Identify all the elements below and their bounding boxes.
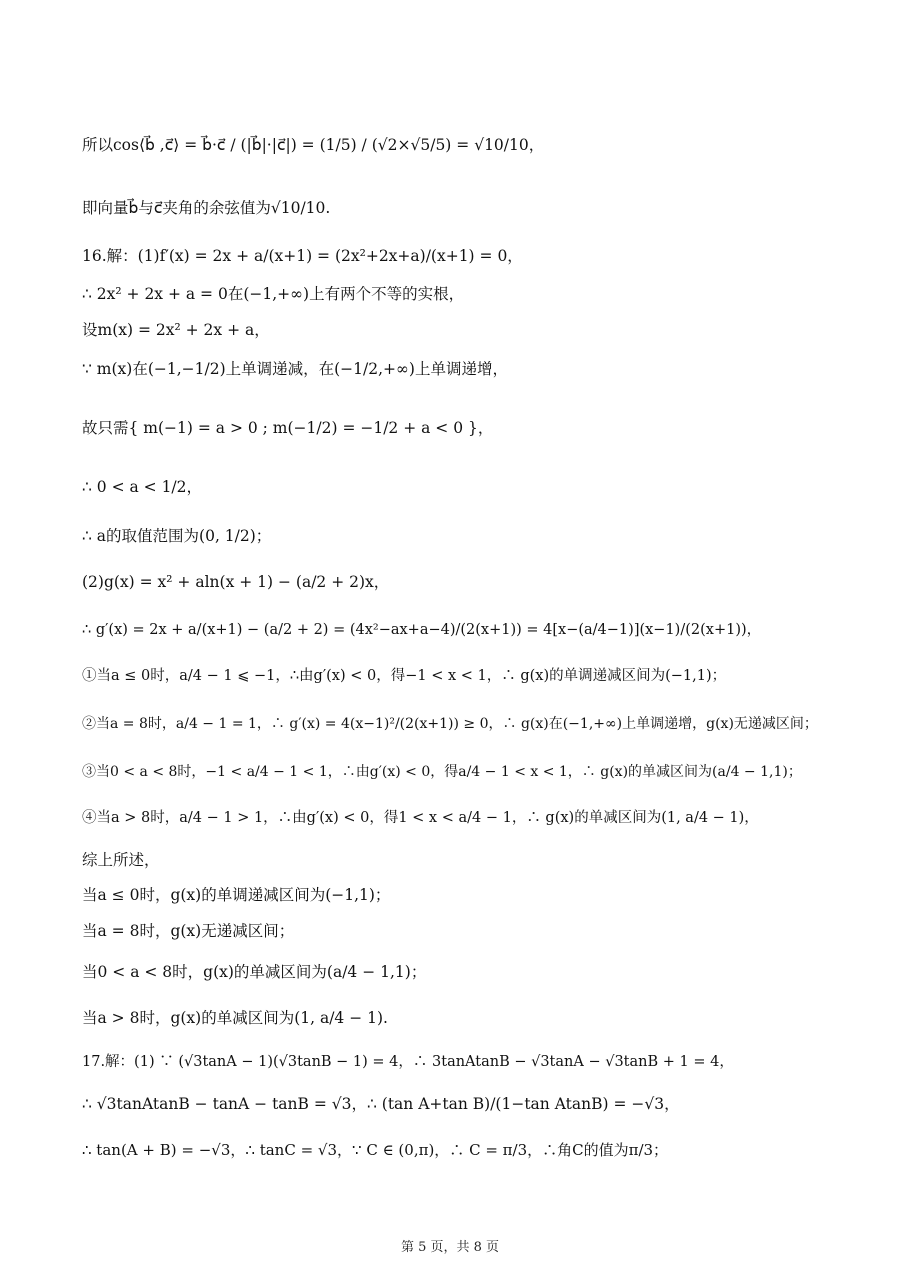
text-line: ②当a = 8时，a/4 − 1 = 1，∴ g′(x) = 4(x−1)²/(2(x+1)) ≥ 0，∴ g(x)在(−1,+∞)上单调递增，g(x)无递减区间； bbox=[82, 716, 818, 732]
text-line: ∴ g′(x) = 2x + a/(x+1) − (a/2 + 2) = (4x²−ax+a−4)/(2(x+1)) = 4[x−(a/4−1)](x−1)/(2(x+1))， bbox=[82, 622, 762, 638]
text-line: 所以cos⟨b⃗ ,c⃗⟩ = b⃗·c⃗ / (|b⃗|·|c⃗|) = (1/5) / (√2×√5/5) = √10/10， bbox=[82, 136, 545, 154]
text-line: 设m(x) = 2x² + 2x + a， bbox=[82, 321, 270, 339]
text-line: ∴ tan(A + B) = −√3，∴ tanC = √3，∵ C ∈ (0,π)，∴ C = π/3，∴角C的值为π/3； bbox=[82, 1141, 669, 1159]
text-line: ①当a ≤ 0时，a/4 − 1 ⩽ −1，∴由g′(x) < 0，得−1 < x < 1，∴ g(x)的单调递减区间为(−1,1)； bbox=[82, 668, 727, 684]
text-line: ∴ 2x² + 2x + a = 0在(−1,+∞)上有两个不等的实根， bbox=[82, 285, 465, 303]
text-line: 当a = 8时，g(x)无递减区间； bbox=[82, 922, 295, 940]
text-line: 当0 < a < 8时，g(x)的单减区间为(a/4 − 1,1)； bbox=[82, 963, 427, 981]
text-line: 16.解：(1)f′(x) = 2x + a/(x+1) = (2x²+2x+a)/(x+1) = 0， bbox=[82, 247, 523, 265]
text-line: 当a ≤ 0时，g(x)的单调递减区间为(−1,1)； bbox=[82, 886, 391, 904]
text-line: ∴ a的取值范围为(0, 1/2)； bbox=[82, 527, 272, 545]
text-line: 即向量b⃗与c⃗夹角的余弦值为√10/10. bbox=[82, 199, 331, 217]
text-line: 综上所述， bbox=[82, 851, 160, 869]
text-line: (2)g(x) = x² + aln(x + 1) − (a/2 + 2)x， bbox=[82, 573, 390, 591]
text-line: ∵ m(x)在(−1,−1/2)上单调递减，在(−1/2,+∞)上单调递增， bbox=[82, 360, 508, 378]
text-line: 当a > 8时，g(x)的单减区间为(1, a/4 − 1). bbox=[82, 1009, 388, 1027]
text-line: ④当a > 8时，a/4 − 1 > 1，∴由g′(x) < 0，得1 < x < a/4 − 1，∴ g(x)的单减区间为(1, a/4 − 1)， bbox=[82, 810, 759, 826]
page-number-footer: 第 5 页，共 8 页 bbox=[400, 1240, 500, 1255]
text-line: ∴ 0 < a < 1/2， bbox=[82, 478, 203, 496]
text-line: ∴ √3tanAtanB − tanA − tanB = √3，∴ (tan A+tan B)/(1−tan AtanB) = −√3， bbox=[82, 1095, 680, 1113]
text-line: ③当0 < a < 8时，−1 < a/4 − 1 < 1，∴由g′(x) < 0，得a/4 − 1 < x < 1，∴ g(x)的单减区间为(a/4 − 1,1)； bbox=[82, 764, 802, 780]
text-line: 17.解：(1) ∵ (√3tanA − 1)(√3tanB − 1) = 4，∴ 3tanAtanB − √3tanA − √3tanB + 1 = 4， bbox=[82, 1054, 734, 1070]
text-line: 故只需{ m(−1) = a > 0 ; m(−1/2) = −1/2 + a < 0 }， bbox=[82, 419, 494, 437]
